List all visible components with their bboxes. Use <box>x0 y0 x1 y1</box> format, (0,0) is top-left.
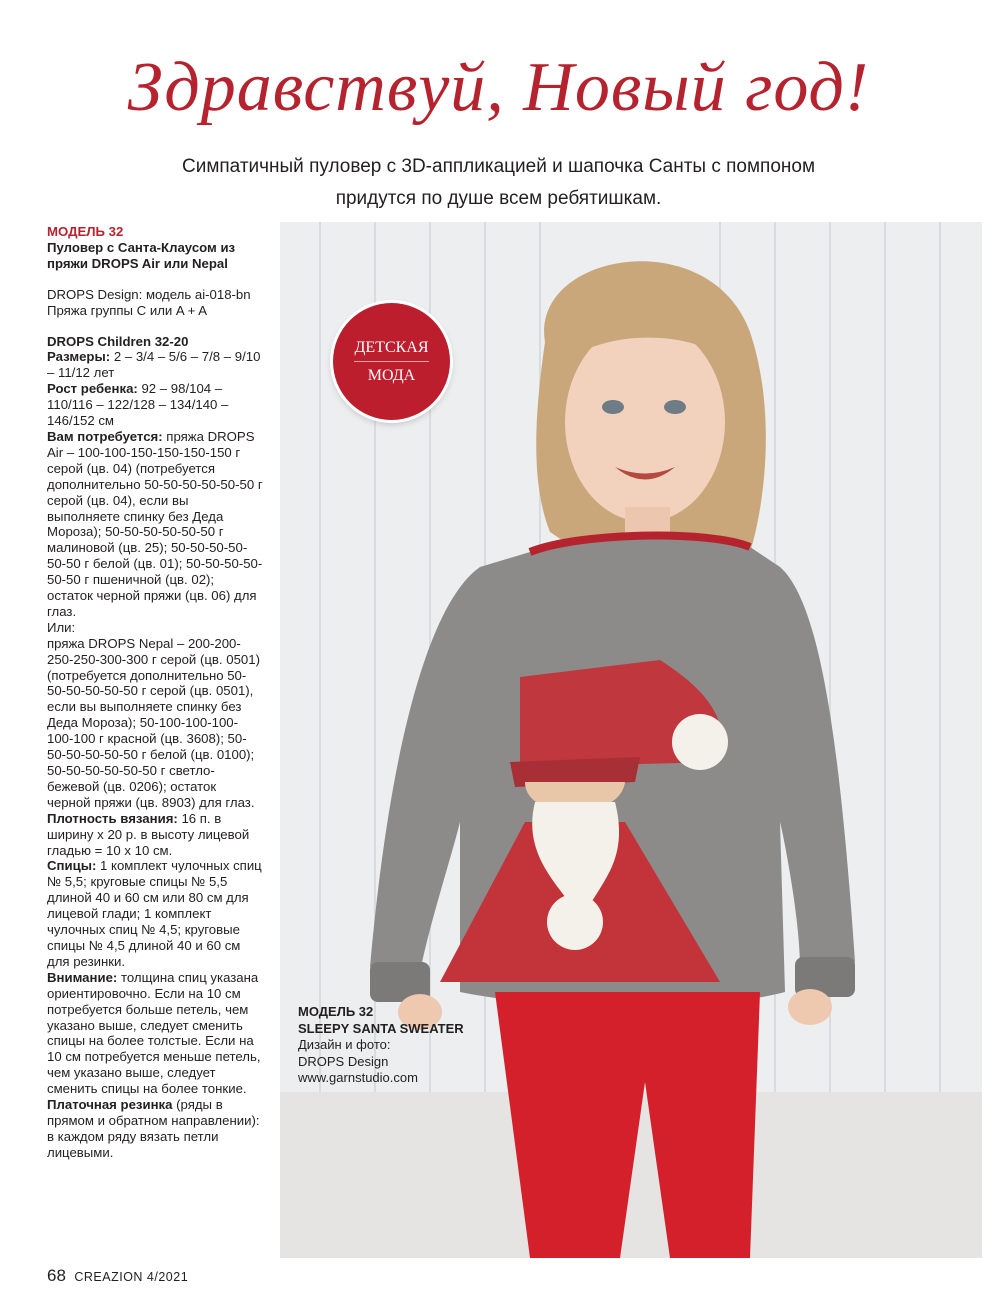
caption-url: www.garnstudio.com <box>298 1070 418 1085</box>
caption-model: МОДЕЛЬ 32 <box>298 1004 374 1019</box>
materials-paragraph <box>47 429 263 620</box>
materials-text: пряжа DROPS Air – 100-100-150-150-150-150 г серой (цв. 04) (потребуется дополнительно 50-50-50-50-50-50 г серой (цв. 04), если вы выполняете спинку без Деда Мороза); 50-50-50-50-50-50 г малиновой (цв. 25); 50-50-50-50-50-50 г белой (цв. 01); 50-50-50-50-50-50 г пшеничной (цв. 02); остаток черной пряжи (цв. 06) для глаз. <box>47 428 263 619</box>
nepal-paragraph: пряжа DROPS Nepal – 200-200-250-250-300-300 г серой (цв. 0501) (потребуется дополнительно 50-50-50-50-50-50 г серой (цв. 0501), если вы выполняете спинку без Деда Мороза); 50-100-100-100-100-100 г красной (цв. 3608); 50-50-50-50-50-50 г белой (цв. 0100); 50-50-50-50-50-50 г светло-бежевой (цв. 0206); остаток черной пряжи (цв. 8903) для глаз. <box>47 635 260 810</box>
badge-line-2: МОДА <box>367 367 416 384</box>
rib-paragraph <box>47 1097 263 1161</box>
needles-paragraph <box>47 858 263 969</box>
santa-pompom <box>672 714 728 770</box>
density-paragraph <box>47 811 263 859</box>
attention-paragraph <box>47 970 263 1097</box>
density-text: 16 п. в ширину х 20 р. в высоту лицевой гладью = 10 х 10 см. <box>47 810 250 858</box>
needles-text: 1 комплект чулочных спиц № 5,5; круговые спицы № 5,5 длиной 40 и 60 см или 80 см для лицевой глади; 1 комплект чулочных спиц № 4,5; круговые спицы № 4,5 длиной 40 и 60 см для резинки. <box>47 858 262 969</box>
height-paragraph <box>47 381 263 429</box>
model-label: МОДЕЛЬ 32 <box>47 224 124 239</box>
sizes-text: 2 – 3/4 – 5/6 – 7/8 – 9/10 – 11/12 лет <box>47 349 261 381</box>
height-text: 92 – 98/104 – 110/116 – 122/128 – 134/140 – 146/152 см <box>47 381 229 429</box>
sizes-paragraph <box>47 349 263 381</box>
caption-name: SLEEPY SANTA SWEATER <box>298 1020 464 1036</box>
rib-text: (ряды в прямом и обратном направлении): в каждом ряду вязать петли лицевыми. <box>47 1097 260 1160</box>
rib-label: Платочная резинка <box>47 1097 173 1113</box>
density-label: Плотность вязания: <box>47 810 178 826</box>
photo-caption <box>298 1004 498 1087</box>
attention-label: Внимание: <box>47 969 118 985</box>
attention-text: толщина спиц указана ориентировочно. Если на 10 см потребуется больше петель, чем указано выше, следует сменить спицы на более толстые. Если на 10 см потребуется меньше петель, чем указано выше, следует сменить спицы на более тонкие. <box>47 969 261 1097</box>
needles-label: Спицы: <box>47 858 97 874</box>
sizes-label: Размеры: <box>47 349 111 365</box>
or-line: Или: <box>47 619 76 635</box>
page-number: 68 <box>47 1266 66 1285</box>
face <box>565 322 725 522</box>
caption-credit: Дизайн и фото: <box>298 1037 391 1052</box>
model-title: Пуловер с Санта-Клаусом из пряжи DROPS Air или Nepal <box>47 239 236 271</box>
height-label: Рост ребенка: <box>47 381 138 397</box>
intro-line-2: придутся по душе всем ребятишкам. <box>335 188 662 209</box>
page-footer <box>47 1266 188 1286</box>
category-badge <box>333 303 450 420</box>
page-headline: Здравствуй, Новый год! <box>127 49 870 126</box>
magazine-issue: CREAZION 4/2021 <box>74 1270 189 1284</box>
children-collection: DROPS Children 32-20 <box>47 333 189 349</box>
caption-designer: DROPS Design <box>298 1053 389 1069</box>
yarn-group-line: Пряжа группы C или A + A <box>47 302 208 318</box>
materials-label: Вам потребуется: <box>47 428 163 444</box>
intro-line-1: Симпатичный пуловер с 3D-аппликацией и шапочка Санты с помпоном <box>181 156 816 177</box>
pattern-sidebar <box>47 224 263 1161</box>
badge-line-1: ДЕТСКАЯ <box>354 334 428 362</box>
design-line: DROPS Design: модель ai-018-bn <box>47 286 251 302</box>
